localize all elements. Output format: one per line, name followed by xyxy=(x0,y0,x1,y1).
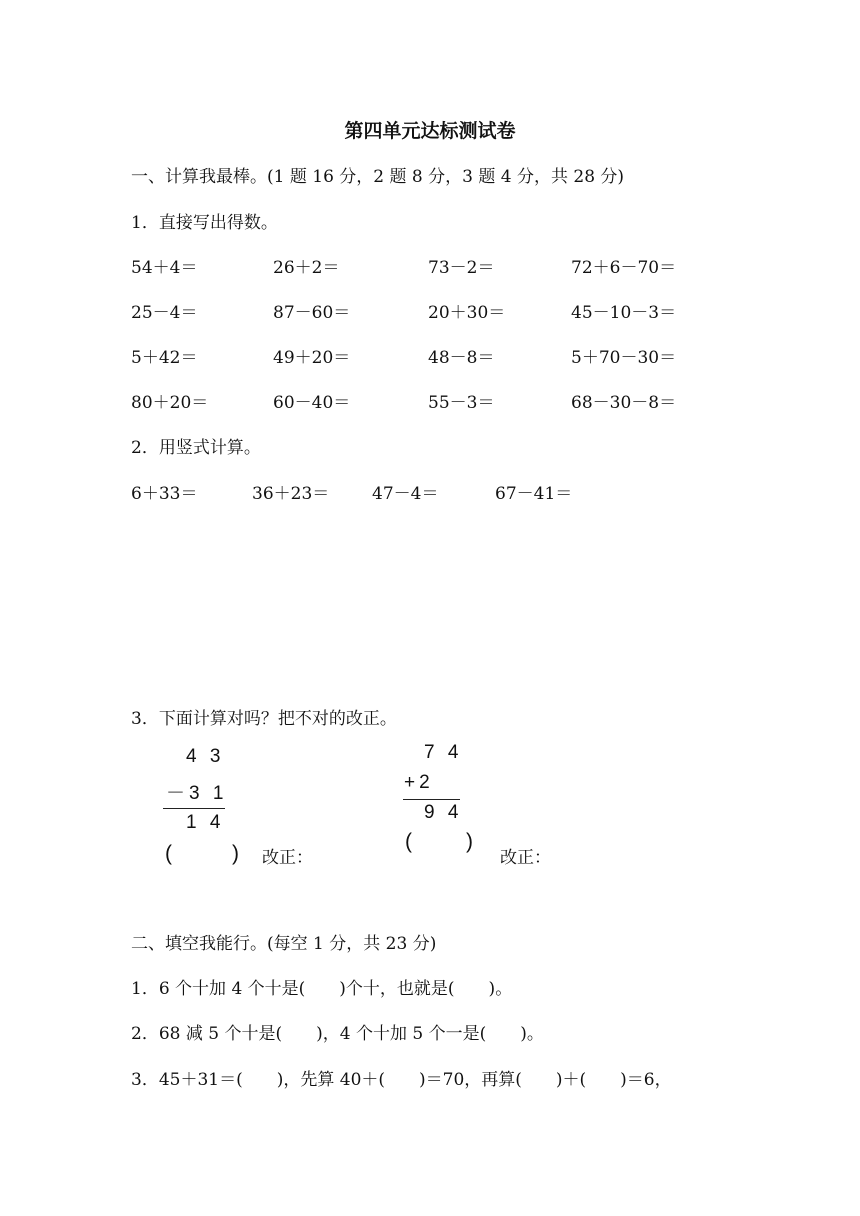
vp2-result: 9 4 xyxy=(424,802,463,823)
vp1-rule xyxy=(163,808,225,809)
vp1-answer-close: ) xyxy=(232,842,239,865)
vp1-answer-open: ( xyxy=(165,842,172,865)
vp2-fix-label: 改正： xyxy=(500,848,551,868)
vp1-operand: －3 1 xyxy=(166,783,228,804)
fill-item-2: 2．68 减 5 个十是( )，4 个十加 5 个一是( )。 xyxy=(131,1024,544,1044)
section1-heading: 一、计算我最棒。(1 题 16 分，2 题 8 分，3 题 4 分，共 28 分) xyxy=(131,167,625,187)
page-title: 第四单元达标测试卷 xyxy=(344,120,516,142)
fill-item-1: 1．6 个十加 4 个十是( )个十，也就是( )。 xyxy=(131,979,513,999)
expr-cell: 80＋20＝ xyxy=(131,393,209,413)
section2-heading: 二、填空我能行。(每空 1 分，共 23 分) xyxy=(131,934,437,954)
expr-cell: 5＋42＝ xyxy=(131,348,198,368)
expr-cell: 5＋70－30＝ xyxy=(571,348,677,368)
q2-label: 2．用竖式计算。 xyxy=(131,438,261,458)
expr-cell: 87－60＝ xyxy=(273,303,351,323)
vp2-answer-open: ( xyxy=(405,830,412,853)
expr-cell: 20＋30＝ xyxy=(428,303,506,323)
vp1-result: 1 4 xyxy=(186,812,225,833)
expr-cell: 60－40＝ xyxy=(273,393,351,413)
vertical-calc-item: 67－41＝ xyxy=(495,484,573,504)
vertical-calc-item: 36＋23＝ xyxy=(252,484,330,504)
expr-cell: 73－2＝ xyxy=(428,258,495,278)
vp2-top: 7 4 xyxy=(424,742,463,763)
expr-cell: 25－4＝ xyxy=(131,303,198,323)
expr-cell: 49＋20＝ xyxy=(273,348,351,368)
q3-label: 3．下面计算对吗？把不对的改正。 xyxy=(131,709,397,729)
q1-label: 1．直接写出得数。 xyxy=(131,213,278,233)
vertical-calc-item: 47－4＝ xyxy=(372,484,439,504)
vp1-top: 4 3 xyxy=(186,746,225,767)
expr-cell: 45－10－3＝ xyxy=(571,303,677,323)
fill-item-3: 3．45＋31＝( )，先算 40＋( )＝70，再算( )＋( )＝6， xyxy=(131,1070,672,1090)
vp2-rule xyxy=(403,799,460,800)
vp2-answer-close: ) xyxy=(466,830,473,853)
expr-cell: 68－30－8＝ xyxy=(571,393,677,413)
vp1-fix-label: 改正： xyxy=(262,848,313,868)
expr-cell: 26＋2＝ xyxy=(273,258,340,278)
vp2-operand: +2 xyxy=(404,772,434,793)
vertical-calc-item: 6＋33＝ xyxy=(131,484,198,504)
expr-cell: 72＋6－70＝ xyxy=(571,258,677,278)
expr-cell: 48－8＝ xyxy=(428,348,495,368)
expr-cell: 55－3＝ xyxy=(428,393,495,413)
expr-cell: 54＋4＝ xyxy=(131,258,198,278)
